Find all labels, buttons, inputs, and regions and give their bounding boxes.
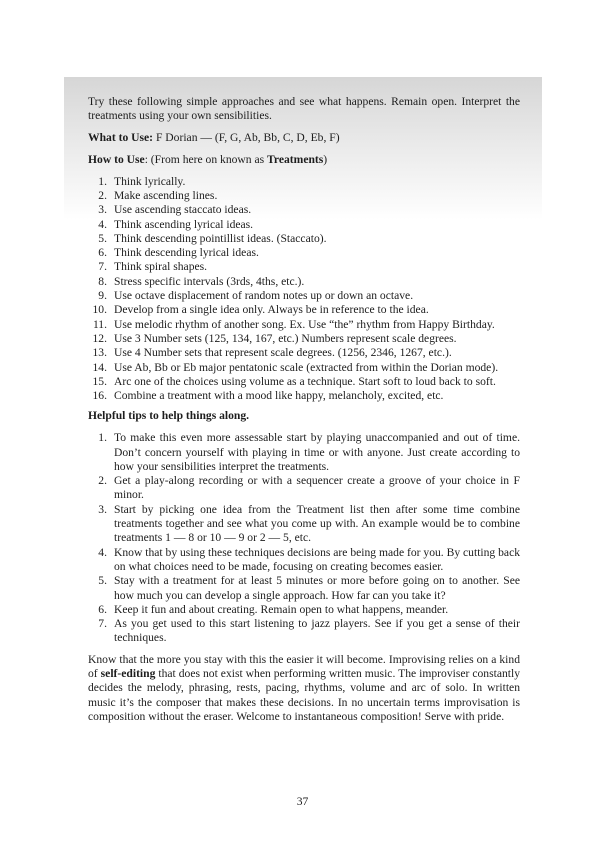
treatments-list (88, 175, 520, 404)
list-item-number: 10. (92, 303, 107, 317)
list-item-text: Get a play-along recording or with a sequencer create a groove of your choice in F minor. (114, 474, 520, 502)
closing-text-before: Know that the more you stay with this the easier it will become. Improvising relies on a kind of (88, 652, 520, 680)
list-item-number: 2. (98, 188, 107, 202)
list-item-number: 11. (92, 317, 107, 331)
what-to-use-line (88, 131, 520, 145)
treatment-item (88, 275, 520, 289)
list-item-text: Start by picking one idea from the Treatment list then after some time combine treatments together and see what you come up with. An example would be to combine treatments 1 — 8 or 10 — 9 or 2 — 5, etc. (114, 502, 520, 545)
list-item-number: 1. (98, 431, 107, 445)
tips-heading: Helpful tips to help things along. (88, 409, 250, 423)
list-item-number: 12. (92, 331, 107, 345)
list-item-text: To make this even more assessable start by playing unaccompanied and out of time. Don’t concern yourself with playing in time or with anyone. Just create according to how your sensibilities interpret the treatments. (114, 431, 520, 473)
list-item-number: 13. (92, 346, 107, 360)
how-to-use-end: ) (323, 152, 328, 166)
treatment-item (88, 175, 520, 189)
tip-item (88, 431, 520, 474)
tip-item (88, 546, 520, 575)
list-item-text: Think descending pointillist ideas. (Staccato). (114, 231, 327, 245)
list-item-text: Use 4 Number sets that represent scale degrees. (1256, 2346, 1267, etc.). (114, 346, 452, 360)
list-item-text: Use melodic rhythm of another song. Ex. Use “the” rhythm from Happy Birthday. (114, 317, 495, 331)
list-item-number: 3. (98, 502, 107, 516)
list-item-text: Think lyrically. (114, 174, 186, 188)
treatment-item (88, 361, 520, 375)
list-item-text: Stress specific intervals (3rds, 4ths, etc.). (114, 274, 305, 288)
list-item-text: Develop from a single idea only. Always be in reference to the idea. (114, 303, 429, 317)
list-item-text: Combine a treatment with a mood like happy, melancholy, excited, etc. (114, 389, 444, 403)
tips-list (88, 431, 520, 645)
treatment-item (88, 218, 520, 232)
list-item-number: 6. (98, 246, 107, 260)
treatment-item (88, 232, 520, 246)
list-item-number: 1. (98, 174, 107, 188)
list-item-number: 5. (98, 574, 107, 588)
list-item-number: 7. (98, 260, 107, 274)
list-item-text: Think spiral shapes. (114, 260, 208, 274)
list-item-number: 4. (98, 217, 107, 231)
page-body (88, 95, 520, 732)
list-item-number: 3. (98, 203, 107, 217)
list-item-text: As you get used to this start listening to jazz players. See if you get a sense of their techniques. (114, 617, 520, 645)
treatment-item (88, 246, 520, 260)
treatment-item (88, 203, 520, 217)
list-item-number: 5. (98, 231, 107, 245)
treatment-item (88, 289, 520, 303)
list-item-text: Use octave displacement of random notes up or down an octave. (114, 289, 414, 303)
treatment-item (88, 318, 520, 332)
treatment-item (88, 346, 520, 360)
how-to-use-middle: : (From here on known as (144, 152, 268, 166)
list-item-number: 7. (98, 617, 107, 631)
what-to-use-value: F Dorian — (F, G, Ab, Bb, C, D, Eb, F) (153, 131, 340, 145)
closing-text-after: that does not exist when performing written music. The improviser constantly decides the melody, phrasing, rests, pacing, rhythms, volume and arc of solo. In written music it’s the composer that makes these decisions. In no uncertain terms improvisation is composition without the eraser. Welcome to instantaneous composition! Serve with pride. (88, 666, 520, 723)
how-to-use-label: How to Use (88, 152, 145, 166)
list-item-text: Use 3 Number sets (125, 134, 167, etc.) Numbers represent scale degrees. (114, 331, 457, 345)
tip-item (88, 474, 520, 503)
list-item-number: 2. (98, 474, 107, 488)
list-item-number: 14. (92, 360, 107, 374)
treatment-item (88, 375, 520, 389)
what-to-use-label: What to Use: (88, 131, 154, 145)
tip-item (88, 503, 520, 546)
list-item-text: Arc one of the choices using volume as a technique. Start soft to loud back to soft. (114, 374, 496, 388)
list-item-text: Stay with a treatment for at least 5 minutes or more before going on to another. See how much you can develop a single approach. How far can you take it? (114, 574, 520, 602)
self-editing-term: self-editing (100, 666, 156, 680)
treatment-item (88, 189, 520, 203)
intro-paragraph: Try these following simple approaches and see what happens. Remain open. Interpret the treatments using your own sensibilities. (88, 95, 520, 123)
list-item-text: Use ascending staccato ideas. (114, 203, 252, 217)
list-item-number: 8. (98, 274, 107, 288)
list-item-number: 15. (92, 374, 107, 388)
treatment-item (88, 389, 520, 403)
treatment-item (88, 260, 520, 274)
treatment-item (88, 332, 520, 346)
list-item-number: 4. (98, 545, 107, 559)
closing-paragraph (88, 653, 520, 724)
list-item-number: 16. (92, 389, 107, 403)
list-item-number: 9. (98, 289, 107, 303)
tip-item (88, 617, 520, 646)
list-item-text: Keep it fun and about creating. Remain open to what happens, meander. (114, 602, 449, 616)
list-item-text: Think descending lyrical ideas. (114, 246, 259, 260)
treatments-term: Treatments (267, 152, 324, 166)
list-item-text: Know that by using these techniques decisions are being made for you. By cutting back on what choices need to be made, focusing on creating becomes easier. (114, 545, 521, 573)
list-item-number: 6. (98, 602, 107, 616)
tip-item (88, 574, 520, 603)
page-number: 37 (296, 795, 309, 808)
treatment-item (88, 303, 520, 317)
list-item-text: Make ascending lines. (114, 188, 218, 202)
tip-item (88, 603, 520, 617)
how-to-use-line (88, 153, 520, 167)
list-item-text: Use Ab, Bb or Eb major pentatonic scale (extracted from within the Dorian mode). (114, 360, 499, 374)
list-item-text: Think ascending lyrical ideas. (114, 217, 254, 231)
